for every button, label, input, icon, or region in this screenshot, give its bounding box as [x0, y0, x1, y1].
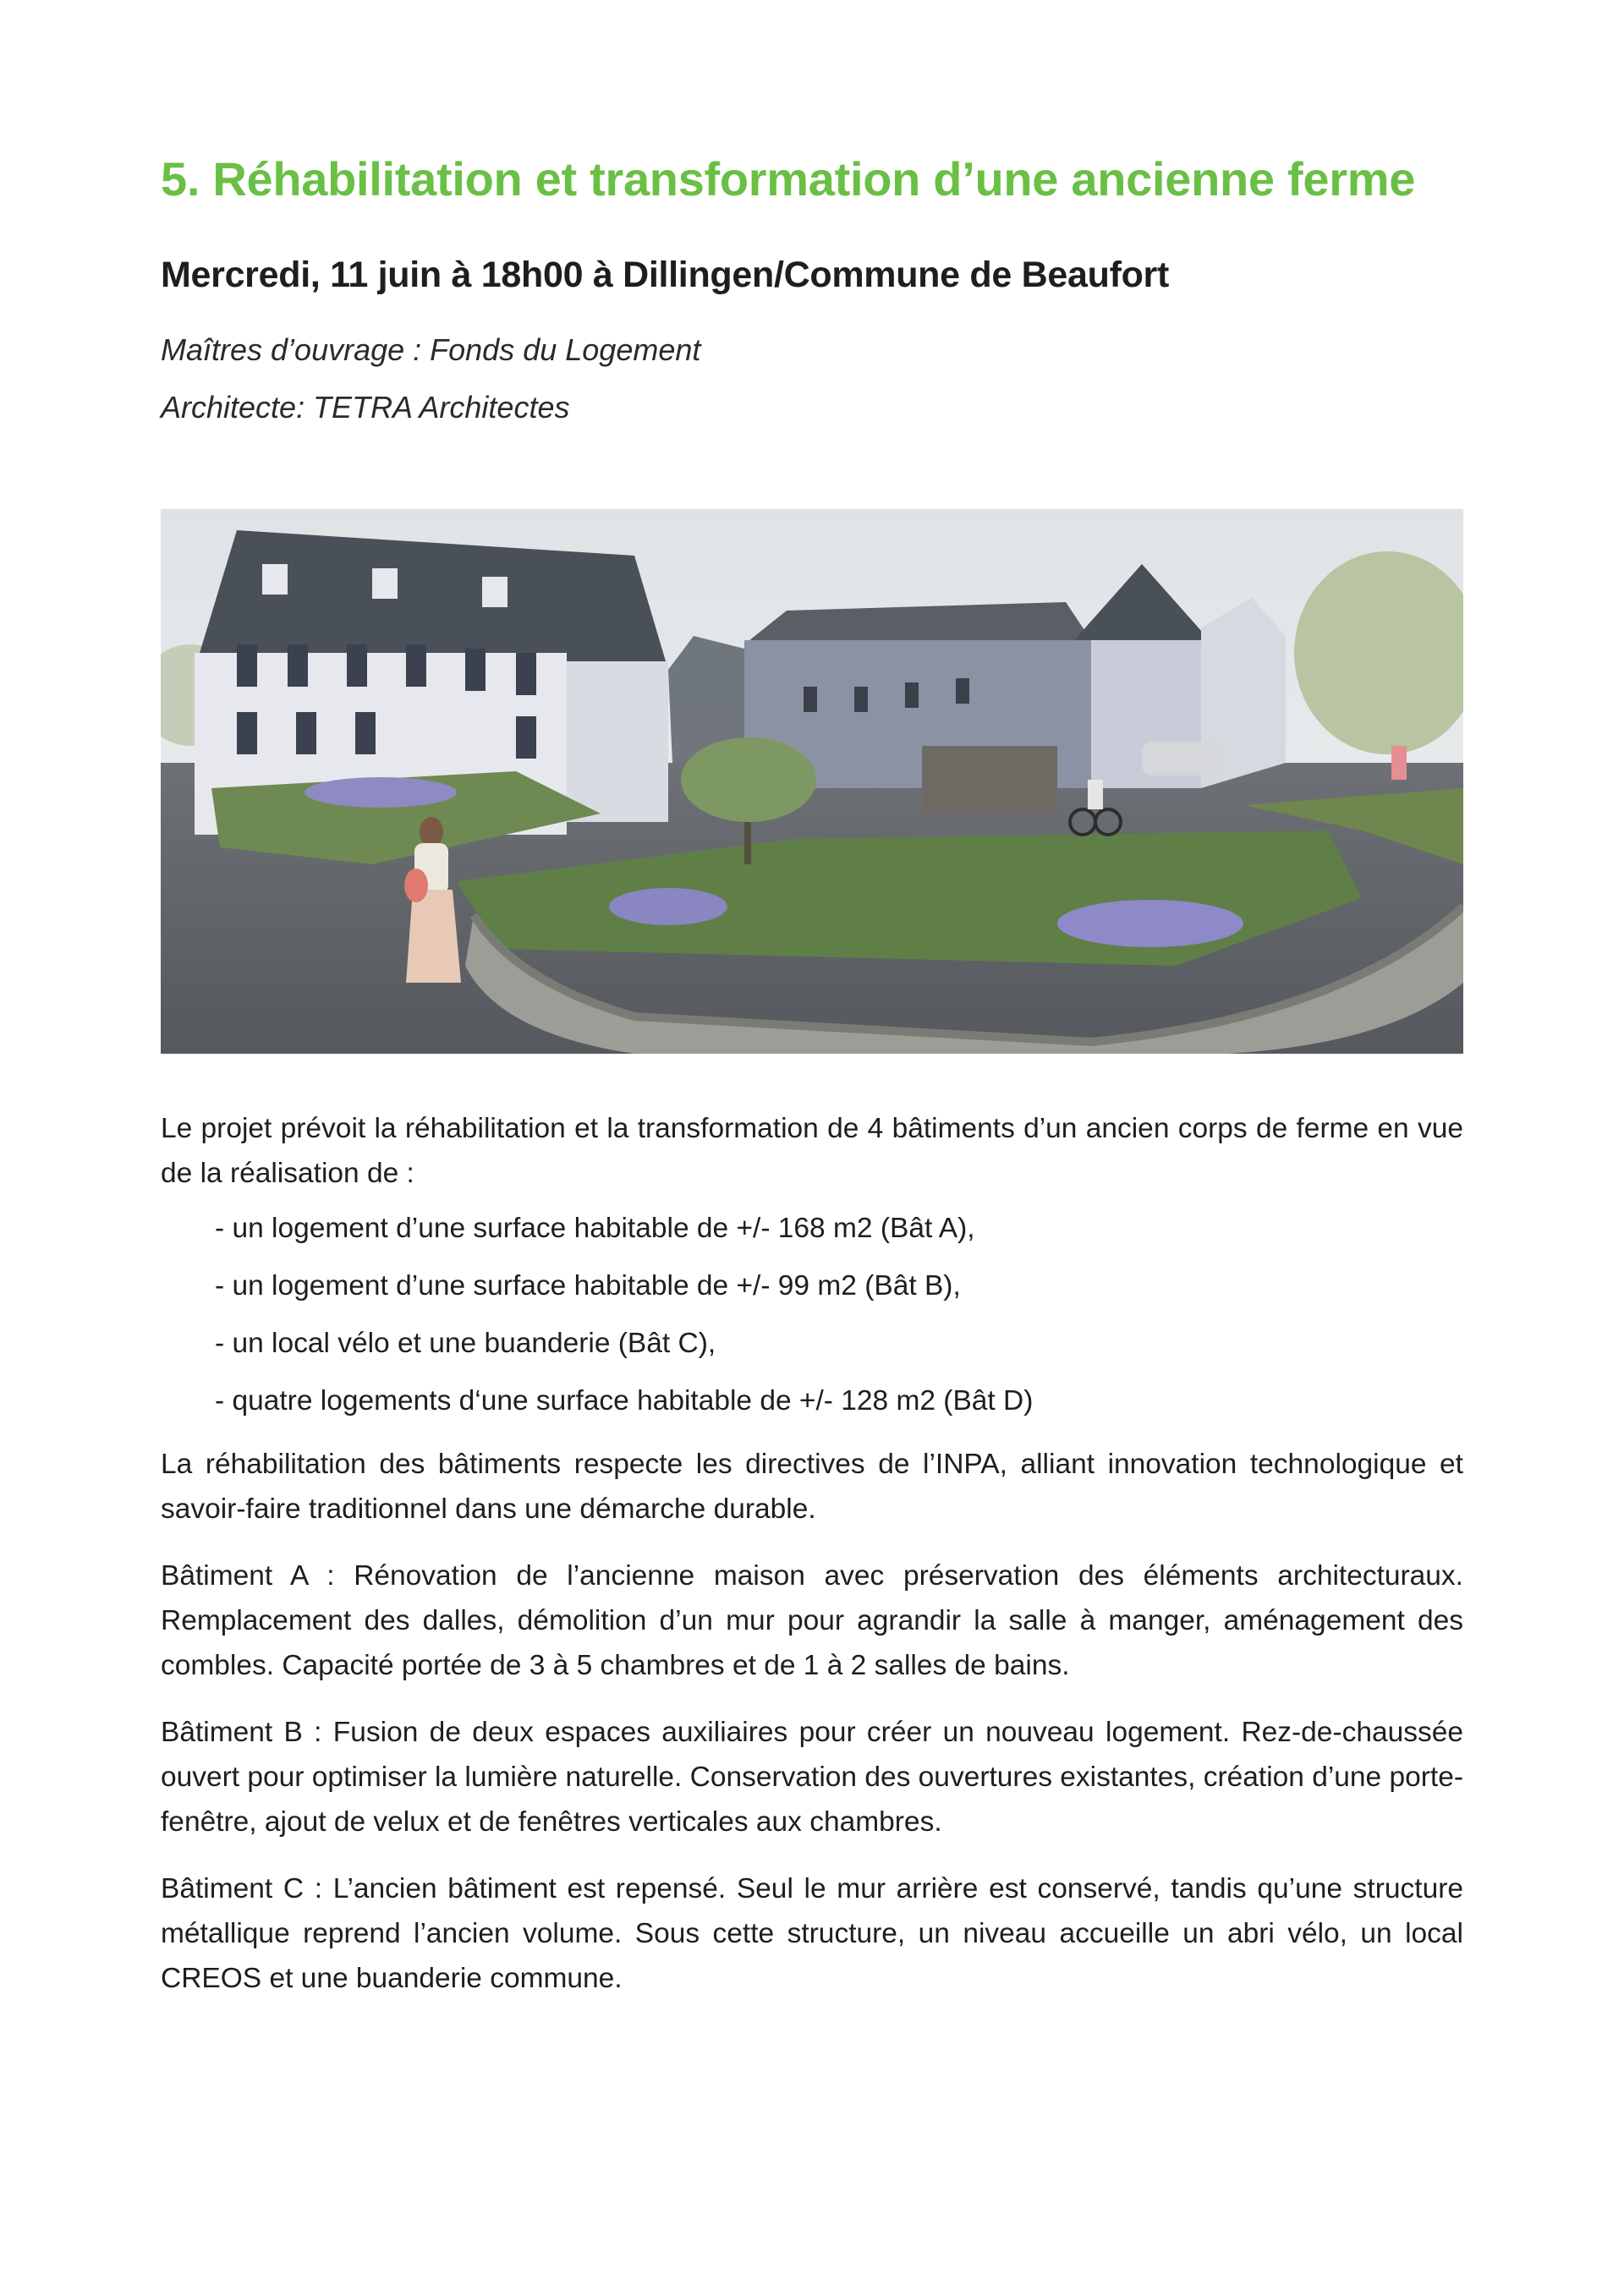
- inpa-paragraph: La réhabilitation des bâtiments respecte les directives de l’INPA, alliant innovation technologique et savoir-faire traditionnel dans une démarche durable.: [161, 1448, 1463, 1525]
- program-list: [161, 1206, 1463, 1423]
- event-date-location: Mercredi, 11 juin à 18h00 à Dillingen/Commune de Beaufort: [161, 255, 1170, 296]
- batiment-c-paragraph: Bâtiment C : L’ancien bâtiment est repensé. Seul le mur arrière est conservé, tandis qu’une structure métallique reprend l’ancien volume. Sous cette structure, un niveau accueille un abri vélo, un local CREOS et une buanderie commune.: [161, 1872, 1463, 1994]
- list-item: - un logement d’une surface habitable de +/- 99 m2 (Bât B),: [215, 1269, 961, 1301]
- page-content: [161, 152, 1463, 2023]
- intro-paragraph: Le projet prévoit la réhabilitation et la transformation de 4 bâtiments d’un ancien corps de ferme en vue de la réalisation de :: [161, 1112, 1463, 1189]
- architectural-rendering-image: [161, 509, 1463, 1054]
- architect-line: Architecte: TETRA Architectes: [161, 389, 570, 425]
- batiment-a-paragraph: Bâtiment A : Rénovation de l’ancienne maison avec préservation des éléments architecturaux. Remplacement des dalles, démolition d’un mur pour agrandir la salle à manger, aménagement des combles. Capacité portée de 3 à 5 chambres et de 1 à 2 salles de bains.: [161, 1559, 1463, 1681]
- owner-line: Maîtres d’ouvrage : Fonds du Logement: [161, 332, 701, 367]
- list-item: - un local vélo et une buanderie (Bât C),: [215, 1327, 716, 1359]
- list-item: - un logement d’une surface habitable de +/- 168 m2 (Bât A),: [215, 1212, 975, 1244]
- list-item: - quatre logements d‘une surface habitable de +/- 128 m2 (Bât D): [215, 1384, 1034, 1417]
- project-description: [161, 1106, 1463, 2001]
- batiment-b-paragraph: Bâtiment B : Fusion de deux espaces auxiliaires pour créer un nouveau logement. Rez-de-chaussée ouvert pour optimiser la lumière naturelle. Conservation des ouvertures existantes, création d’une porte-fenêtre, ajout de velux et de fenêtres verticales aux chambres.: [161, 1716, 1463, 1838]
- section-title: 5. Réhabilitation et transformation d’une ancienne ferme: [161, 152, 1416, 205]
- project-credits: [161, 321, 1463, 436]
